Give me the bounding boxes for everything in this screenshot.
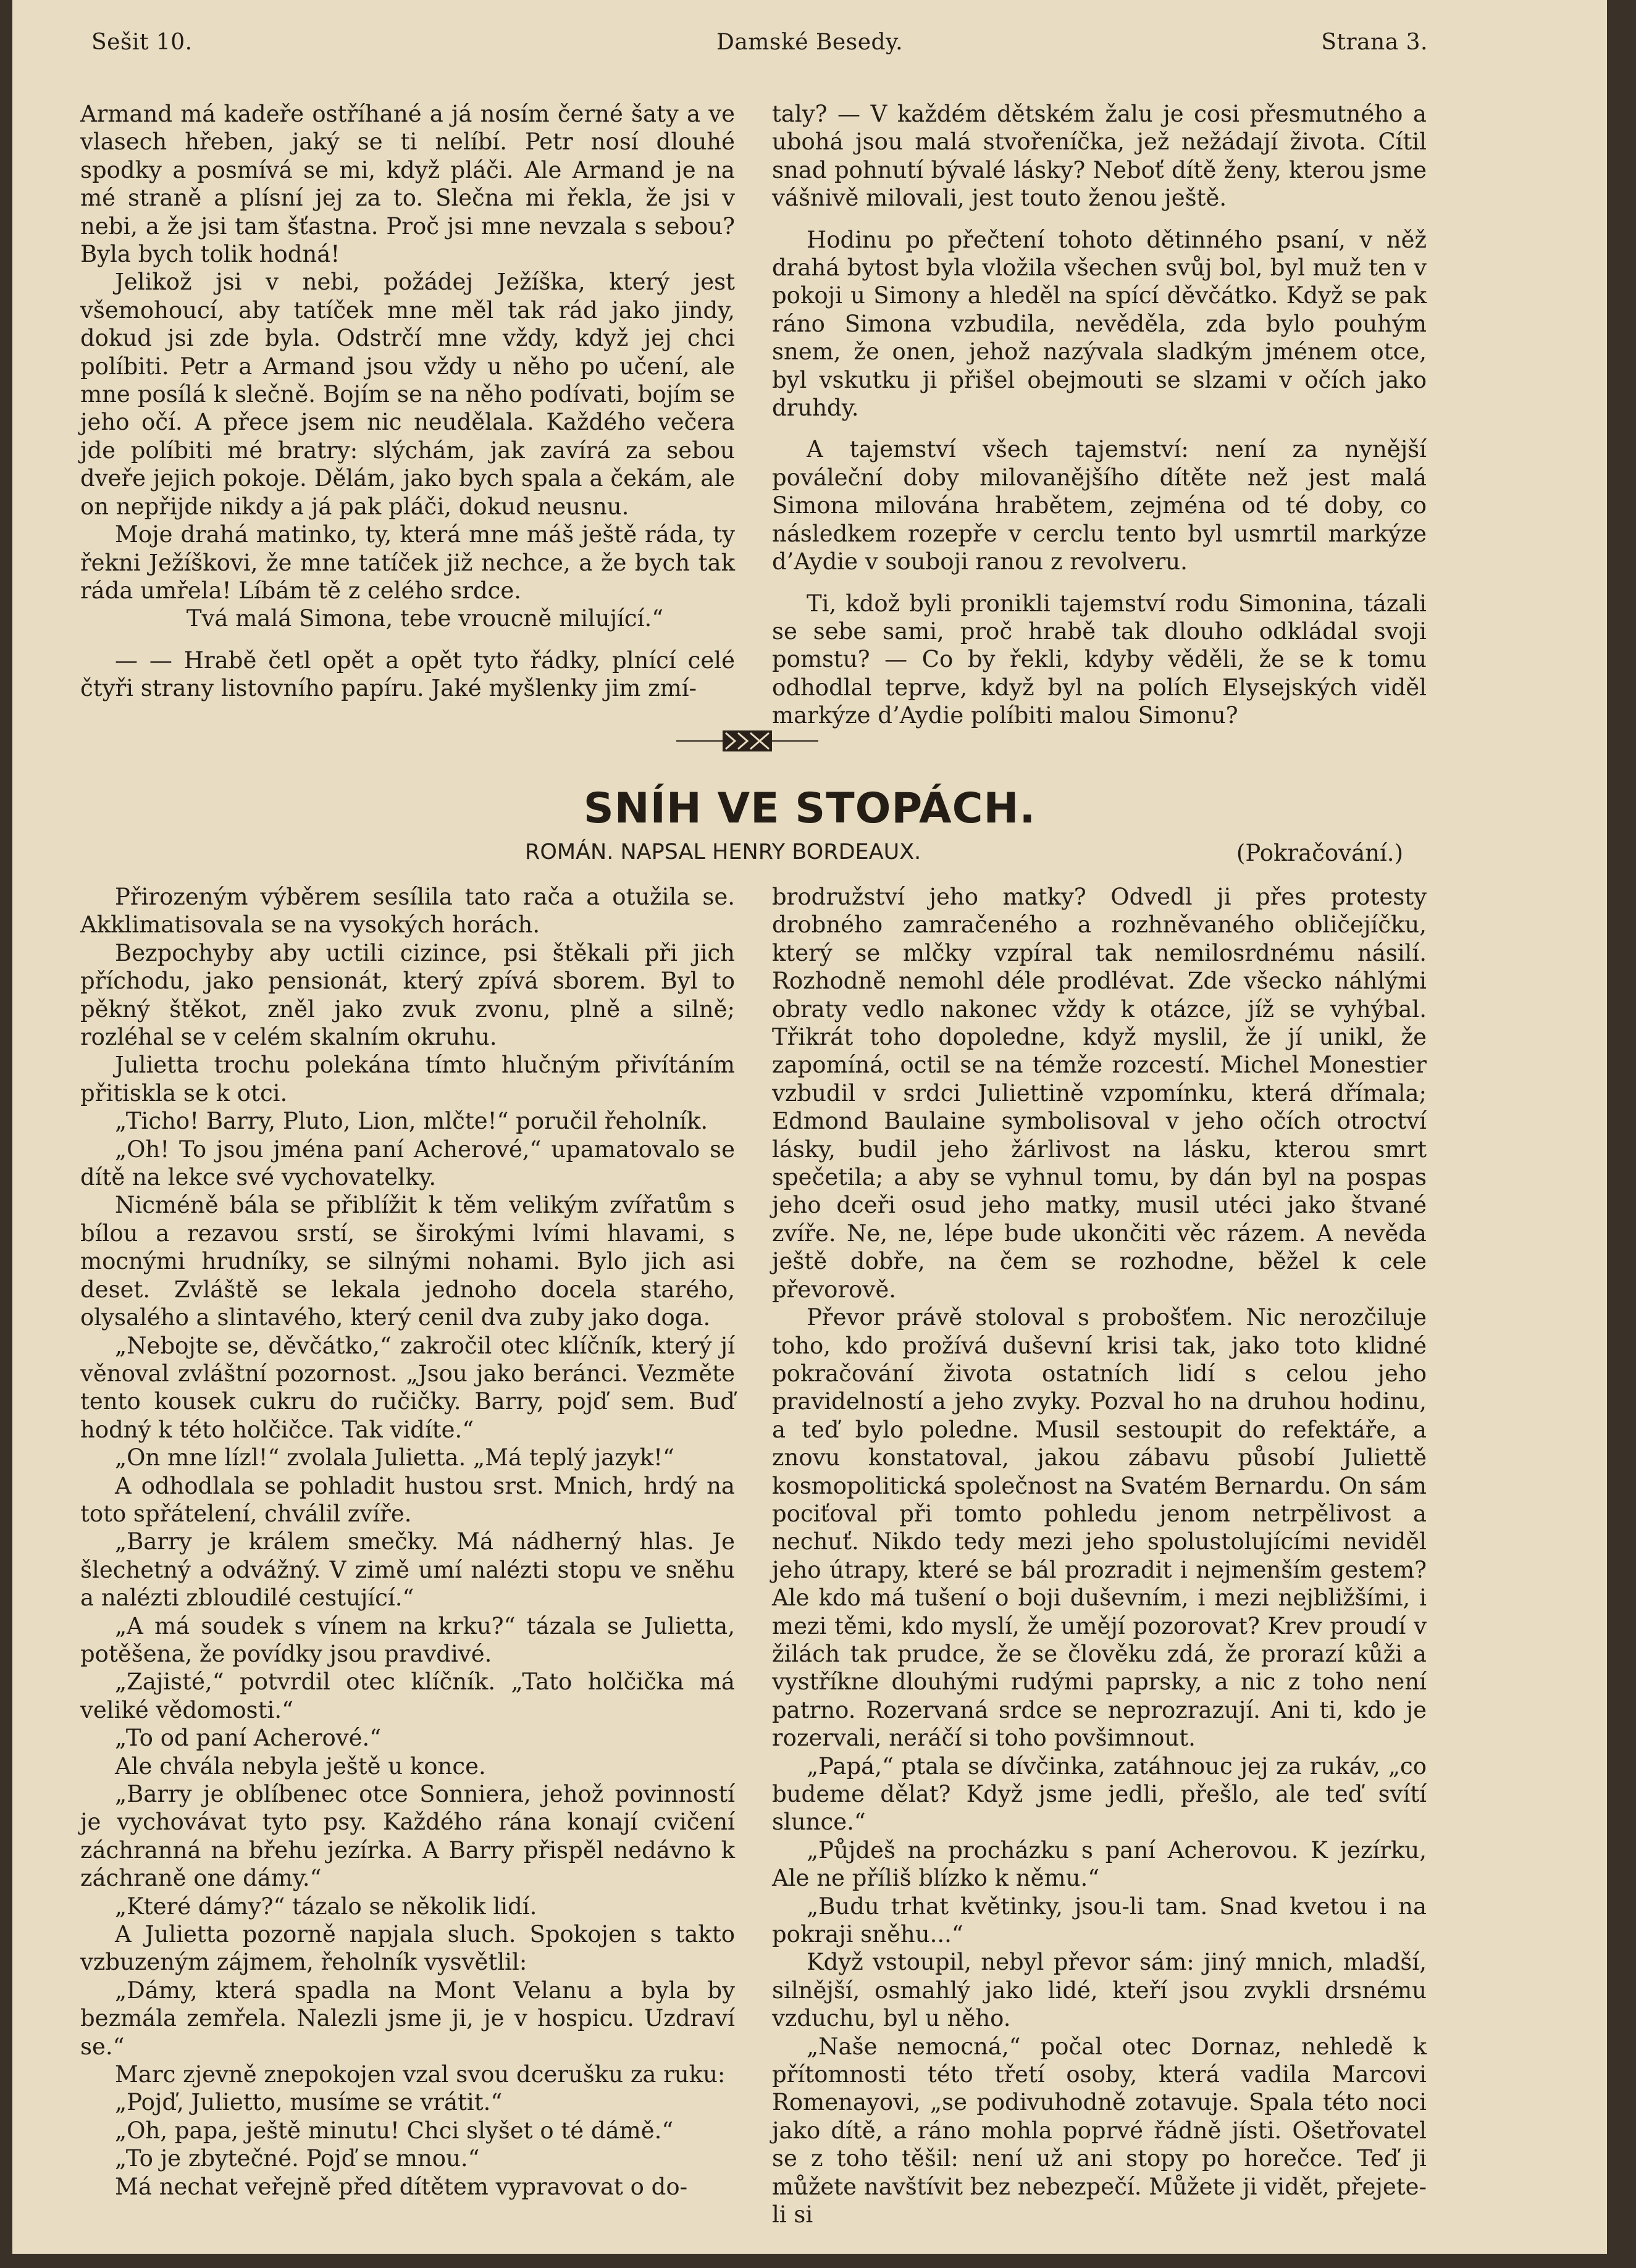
- paragraph: Má nechat veřejně před dítětem vypravovat o do-: [115, 2173, 688, 2200]
- paragraph: „Oh, papa, ještě minutu! Chci slyšet o té dámě.“: [115, 2117, 674, 2144]
- paragraph: „Oh! To jsou jména paní Acherové,“ upamatovalo se dítě na lekce své vychovatelky.: [80, 1136, 735, 1191]
- paragraph: Armand má kadeře ostříhané a já nosím černé šaty a ve vlasech hřeben, jaký se ti nelíbí. Petr nosí dlouhé spodky a posmívá se mi, když pláči. Ale Armand je na mé straně a plísní jej za to. Slečna mi řekla, že jsi v nebi, a že jsi tam šťastna. Proč jsi mne nevzala s sebou? Byla bych tolik hodná!: [80, 101, 735, 268]
- paragraph: „Ticho! Barry, Pluto, Lion, mlčte!“ poručil řeholník.: [115, 1108, 708, 1135]
- paragraph: „Naše nemocná,“ počal otec Dornaz, nehledě k přítomnosti této třetí osoby, která vadila Marcovi Romenayovi, „se podivuhodně zotavuje. Spala této noci jako dítě, a ráno mohla poprvé řádně jísti. Ošetřovatel se z toho těšil: není už ani stopy po horečce. Teď ji můžete navštívit bez nebezpečí. Můžete ji vidět, přejete-li si: [772, 2033, 1427, 2228]
- paragraph: Když vstoupil, nebyl převor sám: jiný mnich, mladší, silnější, osmahlý jako lidé, kteří jsou zvykli drsnému vzduchu, byl u něho.: [772, 1949, 1427, 2032]
- paragraph: A tajemství všech tajemství: není za nynější pováleční doby milovanějšího dítěte než jest malá Simona milována hrabětem, zejména od té doby, co následkem rozepře v cerclu tento byl usmrtil markýze d’Aydie v souboji ranou z revolveru.: [772, 436, 1427, 575]
- page-number: Strana 3.: [1321, 30, 1428, 55]
- magazine-page: [12, 0, 1607, 2254]
- paragraph: „To od paní Acherové.“: [115, 1725, 382, 1752]
- paragraph: Tvá malá Simona, tebe vroucně milující.“: [186, 605, 664, 632]
- paragraph: Ale chvála nebyla ještě u konce.: [115, 1752, 486, 1780]
- paragraph: Bezpochyby aby uctili cizince, psi štěkali při jich příchodu, jako pensionát, který zpívá sborem. Byl to pěkný štěkot, zněl jako zvuk zvonu, plně a silně; rozléhal se v celém skalním okruhu.: [80, 939, 735, 1051]
- paragraph: Převor právě stoloval s probošťem. Nic nerozčiluje toho, kdo prožívá duševní krisi tak, jako toto klidné pokračování života ostatních lidí s celou jeho pravidelností a jeho zvyky. Pozval ho na druhou hodinu, a teď bylo poledne. Musil sestoupit do refektáře, a znovu konstatoval, jakou zábavu působí Juliettě kosmopolitická společnost na Svatém Bernardu. On sám pociťoval při tomto pohledu jenom netrpělivost a nechuť. Nikdo tedy mezi jeho spolustolujícími neviděl jeho útrapy, které se bál prozradit i nejmenším gestem? Ale kdo má tušení o boji duševním, i mezi nejbližšími, i mezi těmi, kdo myslí, že umějí pozorovat? Krev proudí v žilách tak prudce, že se člověku zdá, že prorazí kůži a vystříkne dlouhými rudými paprsky, a nic z toho není patrno. Rozervaná srdce se neprozrazují. Ani ti, kdo je rozervali, neráčí si toho povšimnout.: [772, 1304, 1427, 1752]
- section-divider-ornament: [676, 726, 818, 756]
- paragraph: „Půjdeš na procházku s paní Acherovou. K jezírku, Ale ne příliš blízko k němu.“: [772, 1836, 1427, 1892]
- letter-column-left: [80, 100, 735, 703]
- paragraph: Moje drahá matinko, ty, která mne máš ještě ráda, ty řekni Ježíškovi, že mne tatíček již nechce, a že bych tak ráda umřela! Líbám tě z celého srdce.: [80, 521, 735, 604]
- paragraph: Jelikož jsi v nebi, požádej Ježíška, který jest všemohoucí, aby tatíček mne měl tak rád jako jindy, dokud jsi zde byla. Odstrčí mne vždy, když jej chci políbiti. Petr a Armand jsou vždy u něho po učení, ale mne posílá k slečně. Bojím se na něho podívati, bojím se jeho očí. A přece jsem nic neudělala. Každého večera jde políbiti mé bratry: slýchám, jak zavírá za sebou dveře jejich pokoje. Dělám, jako bych spala a čekám, ale on nepřijde nikdy a já pak pláči, dokud neusnu.: [80, 269, 735, 520]
- paragraph: Julietta trochu polekána tímto hlučným přivítáním přitiskla se k otci.: [80, 1052, 735, 1107]
- paragraph: brodružství jeho matky? Odvedl ji přes protesty drobného zamračeného a rozhněvaného obličejíčku, který se mlčky vzpíral tak nemilosrdnému násilí. Rozhodně nemohl déle prodlévat. Zde všecko náhlými obraty vedlo nakonec vždy k otázce, jíž se vyhýbal. Třikrát toho dopoledne, když myslil, že jí unikl, že zapomíná, octil se na témže rozcestí. Michel Monestier vzbudil v srdci Juliettině vzpomínku, která dřímala; Edmond Baulaine symbolisoval v jeho očích otroctví lásky, budil jeho žárlivost na lásku, kterou smrt spečetila; a aby se vyhnul tomu, by dán byl na pospas jeho dceři osud jeho matky, musil utéci jako štvané zvíře. Ne, ne, lépe bude ukončiti věc rázem. A nevěda ještě dobře, na čem se rozhodne, běžel k cele převorově.: [772, 884, 1427, 1303]
- paragraph: A odhodlala se pohladit hustou srst. Mnich, hrdý na toto spřátelení, chválil zvíře.: [80, 1472, 735, 1527]
- paragraph: Marc zjevně znepokojen vzal svou dcerušku za ruku:: [115, 2061, 726, 2088]
- paragraph: „Budu trhat květinky, jsou-li tam. Snad kvetou i na pokraji sněhu...“: [772, 1893, 1427, 1948]
- story-title: SNÍH VE STOPÁCH.: [583, 784, 1036, 833]
- paragraph: „To je zbytečné. Pojď se mnou.“: [115, 2145, 480, 2172]
- story-byline: ROMÁN. NAPSAL HENRY BORDEAUX.: [525, 840, 921, 864]
- letter-column-right: [772, 100, 1427, 730]
- paragraph: Hodinu po přečtení tohoto dětinného psaní, v něž drahá bytost byla vložila všechen svůj bol, byl muž ten v pokoji u Simony a hleděl na spící děvčátko. Když se pak ráno Simona vzbudila, nevěděla, zda bylo pouhým snem, že onen, jehož nazývala sladkým jménem otce, byl vskutku ji přišel obejmouti se slzami v očích jako druhdy.: [772, 226, 1427, 422]
- paragraph: „Barry je králem smečky. Má nádherný hlas. Je šlechetný a odvážný. V zimě umí nalézti stopu ve sněhu a nalézti zbloudilé cestující.“: [80, 1528, 735, 1612]
- paragraph: „A má soudek s vínem na krku?“ tázala se Julietta, potěšena, že povídky jsou pravdivé.: [80, 1612, 735, 1667]
- paragraph: taly? — V každém dětském žalu je cosi přesmutného a ubohá jsou malá stvořeníčka, jež nežádají života. Cítil snad pohnutí bývalé lásky? Neboť dítě ženy, kterou jsme vášnivě milovali, jest touto ženou ještě.: [772, 101, 1427, 212]
- paragraph: „Které dámy?“ tázalo se několik lidí.: [115, 1893, 537, 1920]
- paragraph: Nicméně bála se přiblížit k těm velikým zvířatům s bílou a rezavou srstí, se širokými lvími hlavami, s mocnými hrudníky, se silnými nohami. Bylo jich asi deset. Zvláště se lekala jednoho docela starého, olysalého a slintavého, který cenil dva zuby jako doga.: [80, 1192, 735, 1331]
- paragraph: Přirozeným výběrem sesílila tato rača a otužila se. Akklimatisovala se na vysokých horách.: [80, 884, 735, 939]
- paragraph: „Zajisté,“ potvrdil otec klíčník. „Tato holčička má veliké vědomosti.“: [80, 1668, 735, 1723]
- paragraph: „Barry je oblíbenec otce Sonniera, jehož povinností je vychovávat tyto psy. Každého rána konají cvičení záchranná na břehu jezírka. A Barry přispěl nedávno k záchraně one dámy.“: [80, 1781, 735, 1892]
- paragraph: „Dámy, která spadla na Mont Velanu a byla by bezmála zemřela. Nalezli jsme ji, je v hospicu. Uzdraví se.“: [80, 1977, 735, 2060]
- paragraph: „Papá,“ ptala se dívčinka, zatáhnouc jej za rukáv, „co budeme dělat? Když jsme jedli, přešlo, ale teď svítí slunce.“: [772, 1752, 1427, 1836]
- story-column-left: [80, 883, 735, 2201]
- paragraph: Ti, kdož byli pronikli tajemství rodu Simonina, tázali se sebe sami, proč hrabě tak dlouho odkládal svoji pomstu? — Co by řekli, kdyby věděli, že se k tomu odhodlal teprve, když byl na polích Elysejských viděl markýze d’Aydie políbiti malou Simonu?: [772, 590, 1427, 729]
- paragraph: „Nebojte se, děvčátko,“ zakročil otec klíčník, který jí věnoval zvláštní pozornost. „Jsou jako beránci. Vezměte tento kousek cukru do ručičky. Barry, pojď sem. Buď hodný k této holčičce. Tak vidíte.“: [80, 1332, 735, 1443]
- paragraph: A Julietta pozorně napjala sluch. Spokojen s takto vzbuzeným zájmem, řeholník vysvětlil:: [80, 1921, 735, 1976]
- issue-number: Sešit 10.: [91, 30, 193, 55]
- paragraph: „Pojď, Julietto, musíme se vrátit.“: [115, 2089, 503, 2116]
- continuation-note: (Pokračování.): [1236, 840, 1403, 866]
- magazine-title: Damské Besedy.: [716, 30, 904, 55]
- paragraph: „On mne lízl!“ zvolala Julietta. „Má teplý jazyk!“: [115, 1444, 674, 1471]
- story-column-right: [772, 883, 1427, 2229]
- paragraph: — — Hrabě četl opět a opět tyto řádky, plnící celé čtyři strany listovního papíru. Jaké myšlenky jim zmí-: [80, 647, 735, 702]
